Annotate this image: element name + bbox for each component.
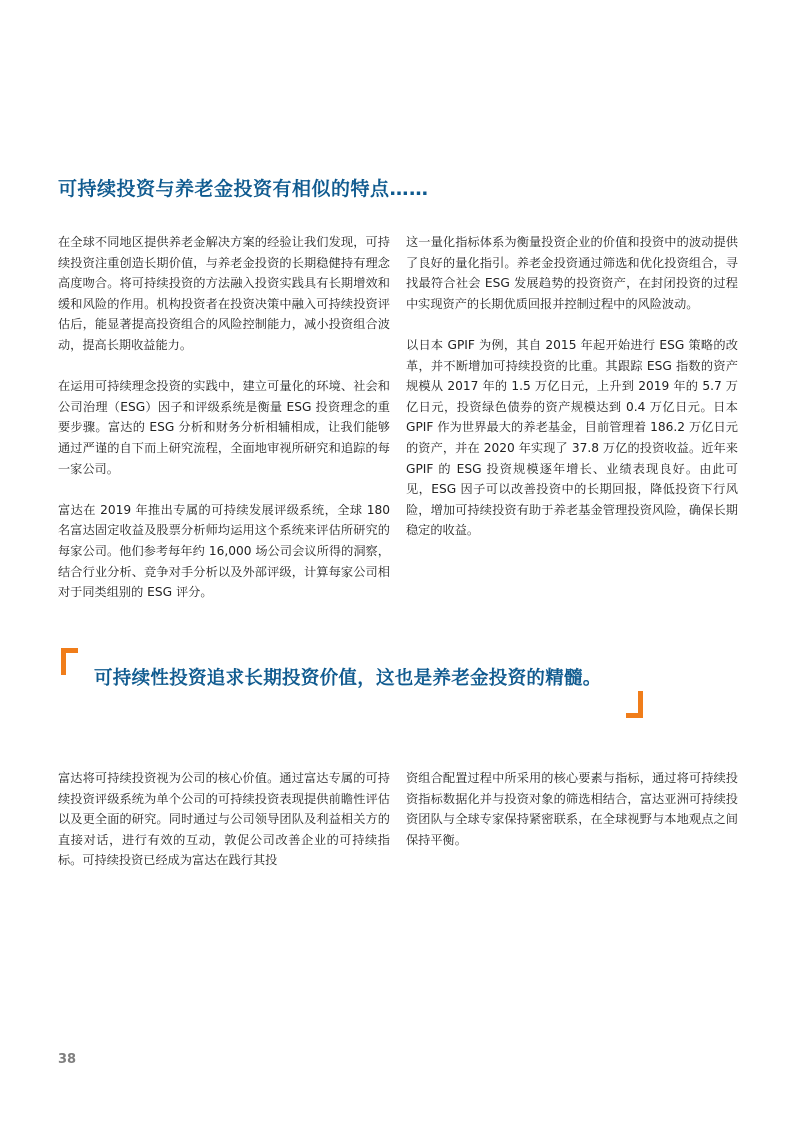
text-column-bottom-right — [406, 768, 738, 850]
section-title: 可持续投资与养老金投资有相似的特点…… — [58, 178, 429, 200]
paragraph: 资组合配置过程中所采用的核心要素与指标，通过将可持续投资指标数据化并与投资对象的筛选相结合，富达亚洲可持续投资团队与全球专家保持紧密联系，在全球视野与本地观点之间保持平衡。 — [406, 771, 738, 847]
paragraph: 这一量化指标体系为衡量投资企业的价值和投资中的波动提供了良好的量化指引。养老金投资通过筛选和优化投资组合，寻找最符合社会 ESG 发展趋势的投资资产，在封闭投资的过程中实现资产的长期优质回报并控制过程中的风险波动。 — [406, 235, 738, 311]
text-column-bottom-left — [58, 768, 390, 871]
paragraph: 在运用可持续理念投资的实践中，建立可量化的环境、社会和公司治理（ESG）因子和评级系统是衡量 ESG 投资理念的重要步骤。富达的 ESG 分析和财务分析相辅相成，让我们能够通过严谨的自下而上研究流程，全面地审视所研究和追踪的每一家公司。 — [58, 379, 390, 476]
quote-open-bracket-icon — [61, 648, 78, 675]
quote-close-bracket-icon — [626, 691, 643, 718]
paragraph: 在全球不同地区提供养老金解决方案的经验让我们发现，可持续投资注重创造长期价值，与养老金投资的长期稳健持有理念高度吻合。将可持续投资的方法融入投资实践具有长期增效和缓和风险的作用。机构投资者在投资决策中融入可持续投资评估后，能显著提高投资组合的风险控制能力，减小投资组合波动，提高长期收益能力。 — [58, 235, 390, 352]
text-column-top-right — [406, 232, 738, 541]
pull-quote: 可持续性投资追求长期投资价值，这也是养老金投资的精髓。 — [94, 668, 602, 689]
page-number: 38 — [58, 1052, 77, 1067]
paragraph: 富达在 2019 年推出专属的可持续发展评级系统，全球 180 名富达固定收益及股票分析师均运用这个系统来评估所研究的每家公司。他们参考每年约 16,000 场公司会议所得的洞察，结合行业分析、竞争对手分析以及外部评级，计算每家公司相对于同类组别的 ESG 评分。 — [58, 502, 390, 600]
text-column-top-left — [58, 232, 390, 603]
paragraph: 富达将可持续投资视为公司的核心价值。通过富达专属的可持续投资评级系统为单个公司的可持续投资表现提供前瞻性评估以及更全面的研究。同时通过与公司领导团队及利益相关方的直接对话，进行有效的互动，敦促公司改善企业的可持续指标。可持续投资已经成为富达在践行其投 — [58, 771, 390, 868]
paragraph: 以日本 GPIF 为例，其自 2015 年起开始进行 ESG 策略的改革，并不断增加可持续投资的比重。其跟踪 ESG 指数的资产规模从 2017 年的 1.5 万亿日元，上升到 2019 年的 5.7 万亿日元，投资绿色债券的资产规模达到 0.4 万亿日元。日本 GPIF 作为世界最大的养老基金，目前管理着 186.2 万亿日元的资产，并在 2020 年实现了 37.8 万亿的投资收益。近年来 GPIF 的 ESG 投资规模逐年增长、业绩表现良好。由此可见，ESG 因子可以改善投资中的长期回报，降低投资下行风险，增加可持续投资有助于养老基金管理投资风险，确保长期稳定的收益。 — [406, 337, 738, 538]
